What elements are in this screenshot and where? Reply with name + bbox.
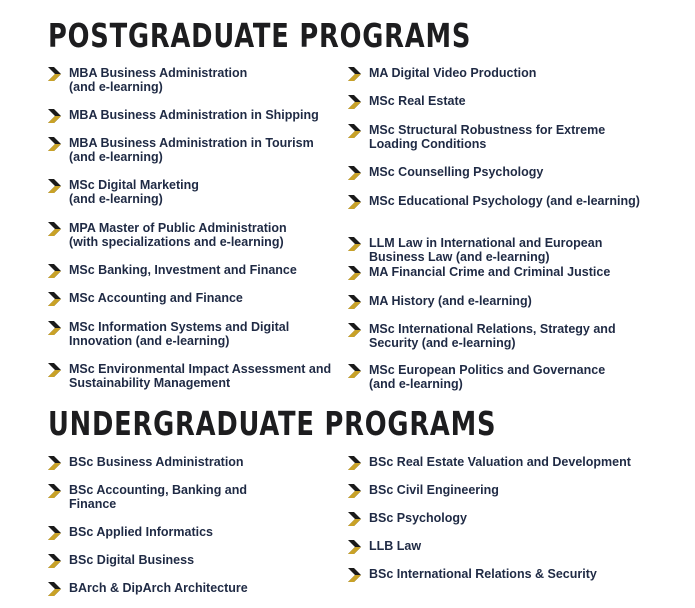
program-label: MSc Information Systems and Digital Innovation (and e-learning) bbox=[69, 320, 290, 348]
chevron-bullet-icon bbox=[48, 484, 63, 498]
program-label: BSc International Relations & Security bbox=[369, 567, 597, 581]
chevron-bullet-icon bbox=[348, 323, 363, 337]
program-label: BArch & DipArch Architecture bbox=[69, 581, 248, 595]
chevron-bullet-icon bbox=[48, 456, 63, 470]
chevron-bullet-icon bbox=[48, 292, 63, 306]
chevron-bullet-icon bbox=[348, 295, 363, 309]
program-label: MSc Banking, Investment and Finance bbox=[69, 263, 297, 277]
program-label: BSc Digital Business bbox=[69, 553, 195, 567]
chevron-bullet-icon bbox=[48, 363, 63, 377]
program-label: MSc Real Estate bbox=[369, 94, 466, 108]
chevron-bullet-icon bbox=[348, 568, 363, 582]
chevron-bullet-icon bbox=[48, 179, 63, 193]
chevron-bullet-icon bbox=[48, 67, 63, 81]
program-label: MSc Educational Psychology (and e-learning) bbox=[369, 194, 640, 208]
program-label: MA Financial Crime and Criminal Justice bbox=[369, 265, 611, 279]
program-label: LLB Law bbox=[369, 539, 422, 553]
program-label: BSc Business Administration bbox=[69, 455, 244, 469]
program-label: MSc International Relations, Strategy and Security (and e-learning) bbox=[369, 322, 616, 350]
chevron-bullet-icon bbox=[48, 264, 63, 278]
program-label: MSc Accounting and Finance bbox=[69, 291, 243, 305]
program-label: BSc Psychology bbox=[369, 511, 467, 525]
chevron-bullet-icon bbox=[48, 109, 63, 123]
program-label: MA History (and e-learning) bbox=[369, 294, 532, 308]
program-label: LLM Law in International and European Business Law (and e-learning) bbox=[369, 236, 603, 264]
chevron-bullet-icon bbox=[348, 166, 363, 180]
program-label: BSc Real Estate Valuation and Development bbox=[369, 455, 631, 469]
program-label: MBA Business Administration in Tourism (and e-learning) bbox=[69, 136, 314, 164]
chevron-bullet-icon bbox=[348, 512, 363, 526]
program-label: BSc Civil Engineering bbox=[369, 483, 499, 497]
program-label: BSc Applied Informatics bbox=[69, 525, 214, 539]
chevron-bullet-icon bbox=[48, 137, 63, 151]
program-label: BSc Accounting, Banking and Finance bbox=[69, 483, 248, 511]
postgraduate-title: POSTGRADUATE PROGRAMS bbox=[48, 16, 472, 55]
undergraduate-title: UNDERGRADUATE PROGRAMS bbox=[48, 404, 497, 443]
chevron-bullet-icon bbox=[348, 540, 363, 554]
chevron-bullet-icon bbox=[48, 222, 63, 236]
program-label: MSc Structural Robustness for Extreme Loading Conditions bbox=[369, 123, 606, 151]
program-label: MA Digital Video Production bbox=[369, 66, 537, 80]
program-label: MSc European Politics and Governance (and e-learning) bbox=[369, 363, 606, 391]
chevron-bullet-icon bbox=[348, 237, 363, 251]
chevron-bullet-icon bbox=[348, 67, 363, 81]
program-label: MPA Master of Public Administration (with specializations and e-learning) bbox=[69, 221, 287, 249]
chevron-bullet-icon bbox=[348, 364, 363, 378]
chevron-bullet-icon bbox=[348, 266, 363, 280]
program-label: MBA Business Administration (and e-learning) bbox=[69, 66, 248, 94]
chevron-bullet-icon bbox=[348, 95, 363, 109]
chevron-bullet-icon bbox=[48, 526, 63, 540]
chevron-bullet-icon bbox=[48, 554, 63, 568]
program-label: MSc Environmental Impact Assessment and Sustainability Management bbox=[69, 362, 332, 390]
program-label: MSc Digital Marketing (and e-learning) bbox=[69, 178, 199, 206]
chevron-bullet-icon bbox=[348, 456, 363, 470]
program-label: MSc Counselling Psychology bbox=[369, 165, 544, 179]
chevron-bullet-icon bbox=[348, 124, 363, 138]
chevron-bullet-icon bbox=[48, 582, 63, 596]
chevron-bullet-icon bbox=[48, 321, 63, 335]
chevron-bullet-icon bbox=[348, 195, 363, 209]
program-label: MBA Business Administration in Shipping bbox=[69, 108, 319, 122]
chevron-bullet-icon bbox=[348, 484, 363, 498]
